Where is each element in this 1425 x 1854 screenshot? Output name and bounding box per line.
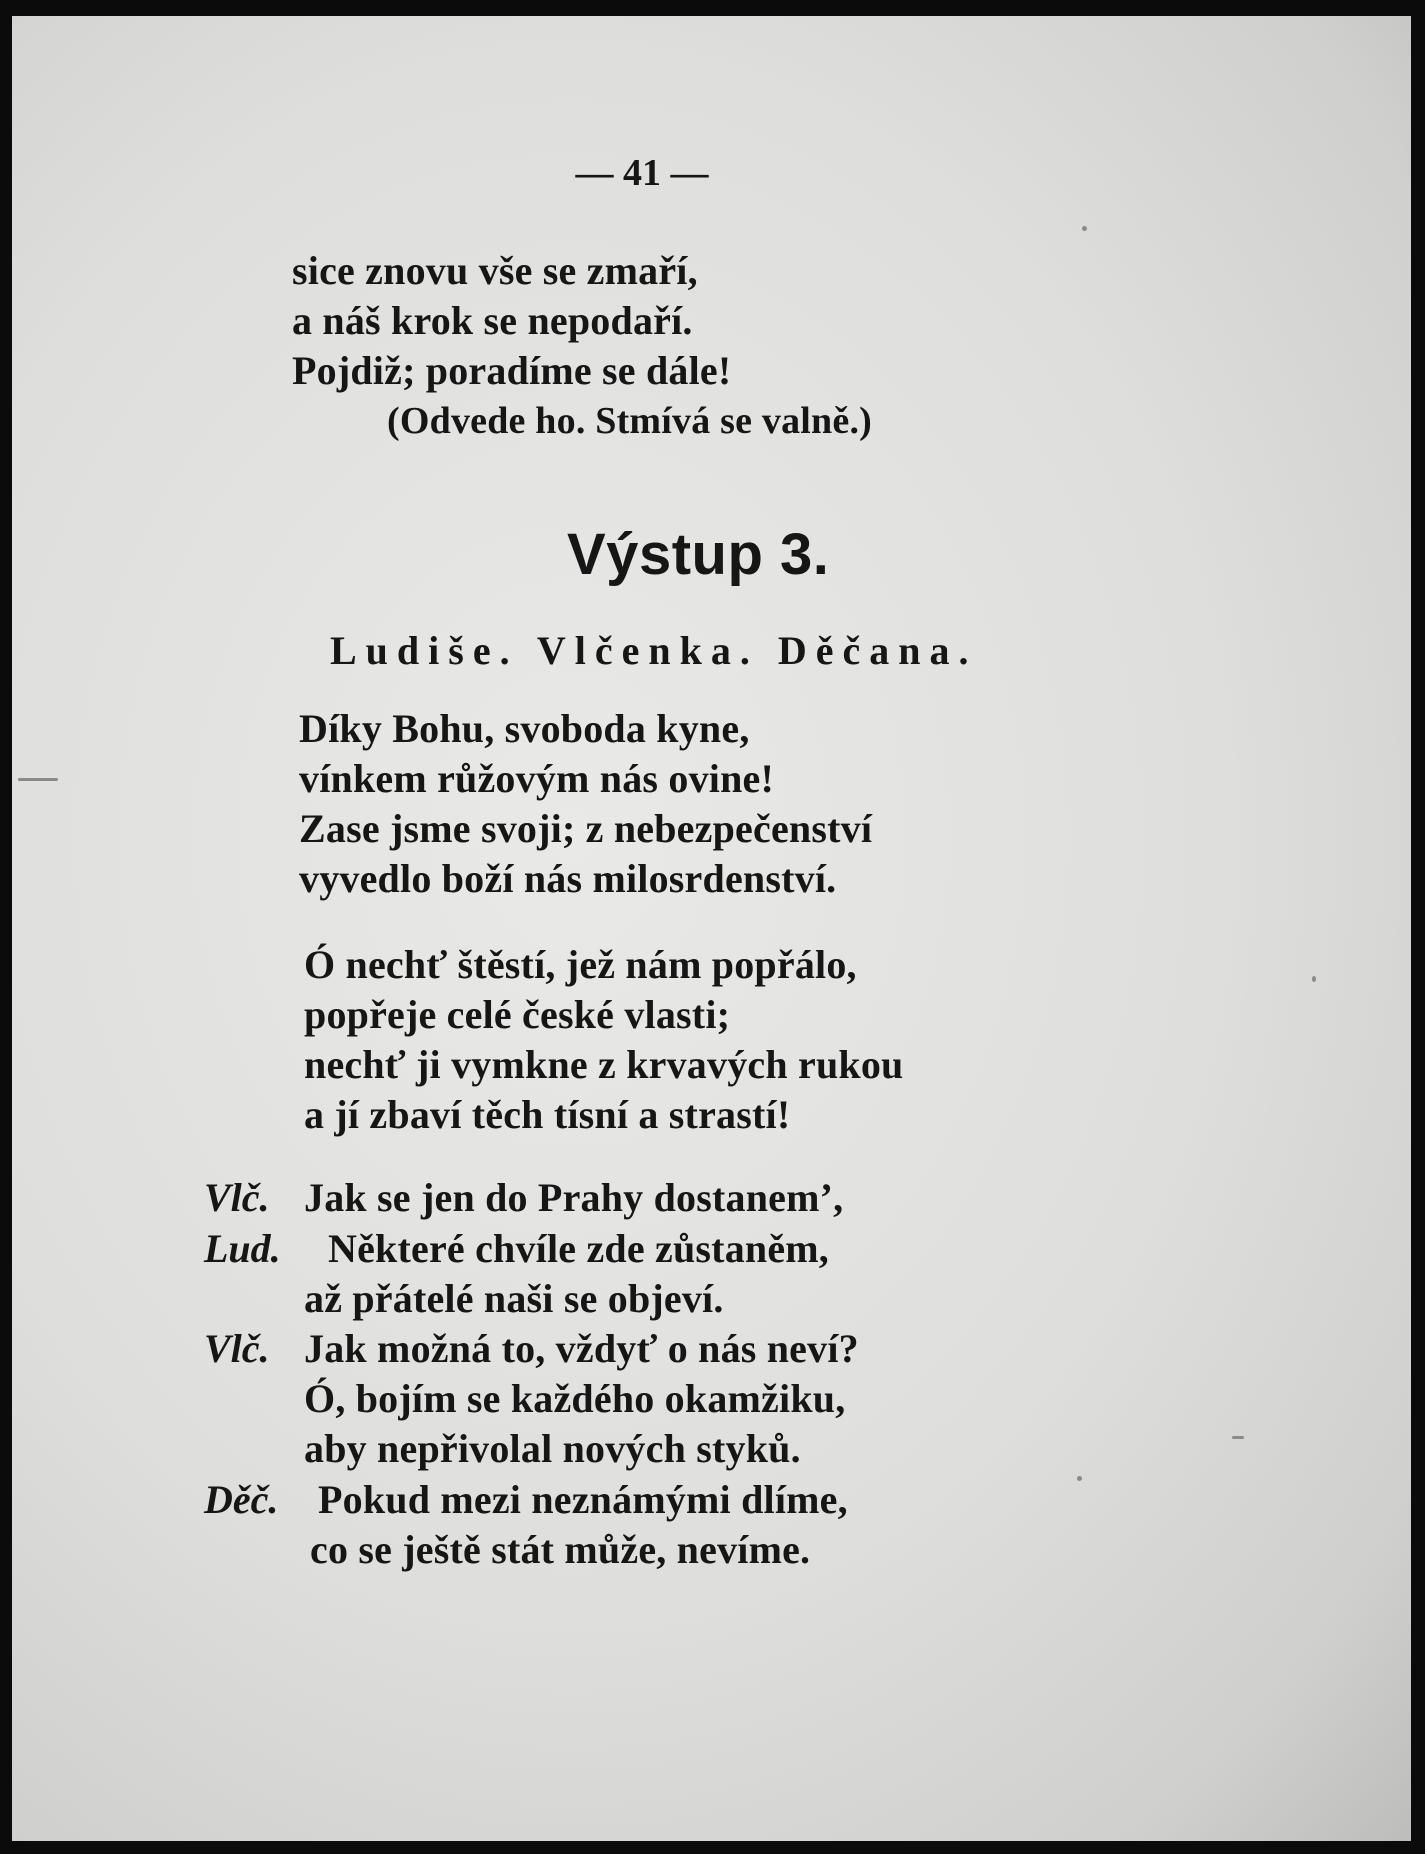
dialogue-line: co se ještě stát může, nevíme. [310,1527,811,1572]
book-page [12,16,1411,1841]
dialogue-line: Některé chvíle zde zůstaněm, [328,1226,830,1271]
dialogue-line: Jak možná to, vždyť o nás neví? [304,1326,859,1371]
stanza-2-line-4: a jí zbaví těch tísní a strastí! [304,1092,791,1137]
stanza-1-line-3: Zase jsme svoji; z nebezpečenství [299,806,873,851]
verse-top-line-1: sice znovu vše se zmaří, [292,248,698,293]
stanza-2-line-1: Ó nechť štěstí, jež nám popřálo, [304,942,857,987]
scan-speck [1082,226,1087,231]
scene-title: Výstup 3. [567,522,830,587]
stanza-1-line-2: vínkem růžovým nás ovine! [299,756,774,801]
speaker-label: Vlč. [204,1326,270,1371]
dialogue-line: Pokud mezi neznámými dlíme, [318,1477,848,1522]
page-number: — 41 — [575,152,709,194]
dialogue-line: Jak se jen do Prahy dostanem’, [304,1175,844,1220]
stanza-1-line-4: vyvedlo boží nás milosrdenství. [299,856,837,901]
stage-direction: (Odvede ho. Stmívá se valně.) [387,400,873,442]
stanza-1-line-1: Díky Bohu, svoboda kyne, [299,706,750,751]
stanza-2-line-2: popřeje celé české vlasti; [304,992,731,1037]
scan-speck [1077,1476,1082,1481]
verse-top-line-2: a náš krok se nepodaří. [292,298,693,343]
scene-characters: Ludiše. Vlčenka. Děčana. [330,628,978,673]
scan-speck [18,778,58,781]
scan-speck [1232,1436,1244,1439]
speaker-label: Lud. [204,1226,281,1271]
dialogue-line: až přátelé naši se objeví. [304,1276,724,1321]
verse-top-line-3: Pojdiž; poradíme se dále! [292,348,732,393]
dialogue-line: aby nepřivolal nových styků. [304,1426,801,1471]
dialogue-line: Ó, bojím se každého okamžiku, [304,1376,846,1421]
speaker-label: Děč. [204,1477,279,1522]
speaker-label: Vlč. [204,1175,270,1220]
stanza-2-line-3: nechť ji vymkne z krvavých rukou [304,1042,904,1087]
scan-speck [1312,976,1316,982]
